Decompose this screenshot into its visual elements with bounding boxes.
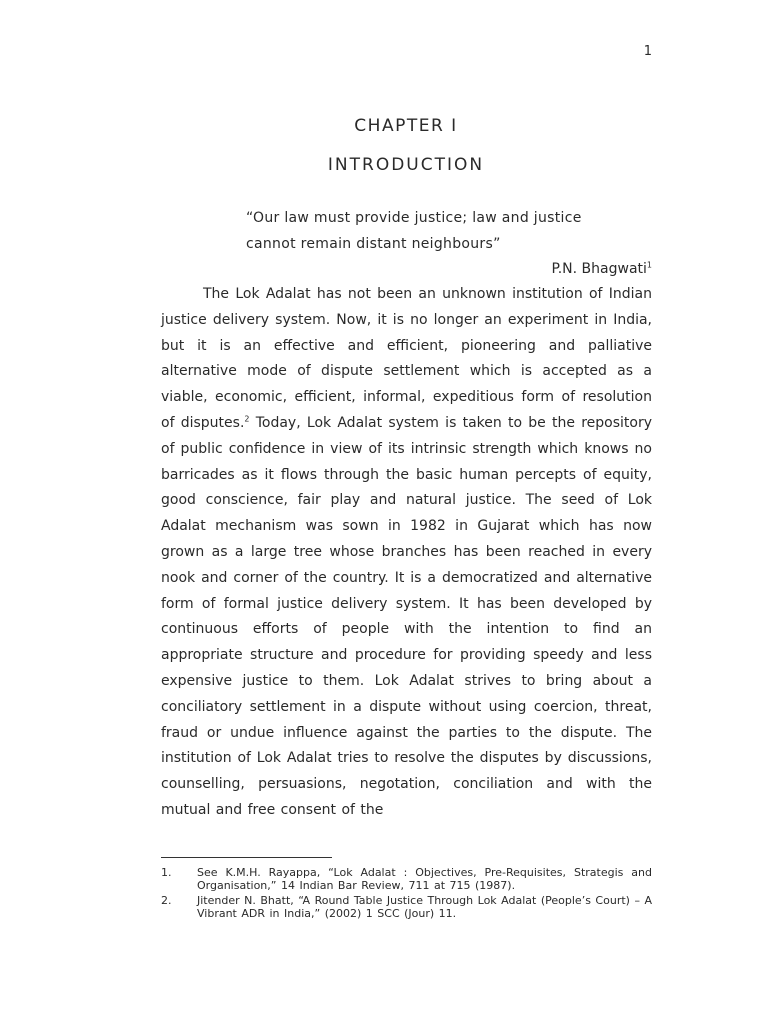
footnote-marker: 1 xyxy=(646,260,652,270)
chapter-title: CHAPTER I xyxy=(354,116,458,136)
epigraph-line: “Our law must provide justice; law and justice xyxy=(246,210,582,226)
paragraph-text: Today, Lok Adalat system is taken to be the repository of public confidence in view of its intrinsic strength which knows no barricades as it flows through the basic human percepts of equity, good conscience, fair play and natural justice. The seed of Lok Adalat mechanism was sown in 1982 in Gujarat which has now grown as a large tree whose branches has been reached in every nook and corner of the country. It is a democratized and alternative form of formal justice delivery system. It has been developed by continuous efforts of people with the intention to find an appropriate structure and procedure for providing speedy and less expensive justice to them. Lok Adalat strives to bring about a conciliatory settlement in a dispute without using coercion, threat, fraud or undue influence against the parties to the dispute. The institution of Lok Adalat tries to resolve the disputes by discussions, counselling, persuasions, negotation, conciliation and with the mutual and free consent of the xyxy=(161,414,652,818)
epigraph-attribution xyxy=(430,256,652,282)
footnote xyxy=(161,894,652,921)
footnote-divider xyxy=(161,857,332,858)
epigraph-line: cannot remain distant neighbours” xyxy=(246,236,501,252)
chapter-subtitle: INTRODUCTION xyxy=(327,155,485,175)
footnote-text: Jitender N. Bhatt, “A Round Table Justice Through Lok Adalat (People’s Court) – A Vibrant ADR in India,” (2002) 1 SCC (Jour) 11. xyxy=(197,893,652,920)
epigraph-quote xyxy=(246,205,626,257)
footnote-marker: 2 xyxy=(244,414,250,424)
epigraph-author: P.N. Bhagwati xyxy=(551,261,647,277)
body-paragraph xyxy=(161,282,652,824)
paragraph-text: The Lok Adalat has not been an unknown institution of Indian justice delivery system. Now, it is no longer an experiment in India, but it is an effective and efficient, pioneering and palliative alternative mode of dispute settlement which is accepted as a viable, economic, efficient, informal, expeditious form of resolution of disputes. xyxy=(161,286,652,431)
footnote xyxy=(161,866,652,893)
footnote-number: 1. xyxy=(161,866,172,879)
page-number: 1 xyxy=(643,44,652,59)
footnote-text: See K.M.H. Rayappa, “Lok Adalat : Objectives, Pre-Requisites, Strategis and Organisation,” 14 Indian Bar Review, 711 at 715 (1987). xyxy=(197,866,652,893)
footnotes xyxy=(161,866,652,921)
footnote-number: 2. xyxy=(161,893,172,907)
